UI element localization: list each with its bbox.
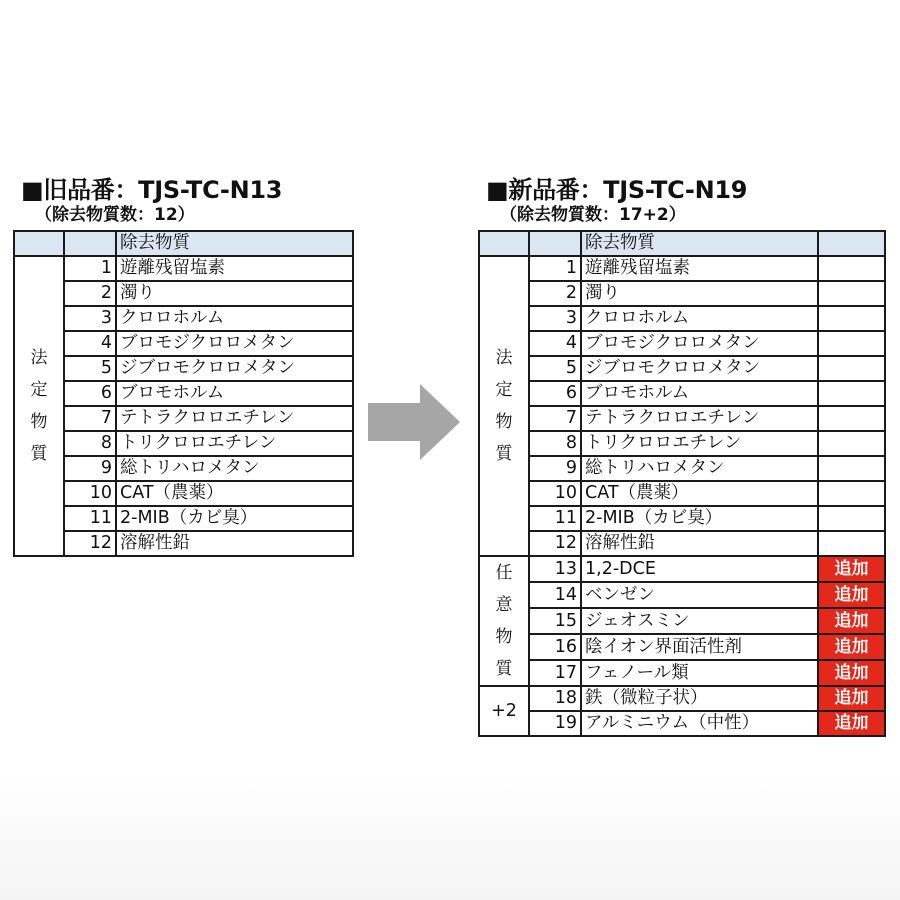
table-row (479, 660, 885, 686)
added-cell-empty (818, 356, 885, 381)
item-number: 7 (529, 406, 581, 431)
item-name: 溶解性鉛 (116, 531, 353, 556)
table-row (479, 506, 885, 531)
added-cell-empty (818, 281, 885, 306)
header-blank-cell (64, 231, 116, 256)
item-name: ブロモホルム (116, 381, 353, 406)
item-name: 総トリハロメタン (581, 456, 818, 481)
added-cell-empty (818, 381, 885, 406)
table-row (14, 256, 353, 281)
item-number: 12 (64, 531, 116, 556)
added-cell-empty (818, 331, 885, 356)
added-cell-empty (818, 431, 885, 456)
added-badge: 追加 (818, 660, 885, 686)
table-row (479, 456, 885, 481)
item-name: 鉄（微粒子状） (581, 686, 818, 711)
old-model-title: ■旧品番：TJS-TC-N13 (21, 176, 283, 204)
item-number: 5 (529, 356, 581, 381)
item-number: 9 (64, 456, 116, 481)
item-name: 2-MIB（カビ臭） (116, 506, 353, 531)
table-row (479, 481, 885, 506)
item-number: 16 (529, 634, 581, 660)
item-number: 9 (529, 456, 581, 481)
category-legal (14, 256, 64, 556)
category-legal-char: 定 (30, 380, 48, 400)
category-legal-char: 法 (495, 348, 513, 368)
category-legal-char: 法 (30, 348, 48, 368)
category-optional-char: 任 (495, 563, 513, 583)
table-row (14, 306, 353, 331)
category-optional (479, 556, 529, 686)
table-row (479, 406, 885, 431)
item-number: 6 (64, 381, 116, 406)
table-row (14, 281, 353, 306)
item-number: 19 (529, 711, 581, 736)
item-number: 3 (64, 306, 116, 331)
added-cell-empty (818, 506, 885, 531)
item-name: ブロモジクロロメタン (581, 331, 818, 356)
new-model-count: （除去物質数：17+2） (500, 205, 686, 225)
added-badge: 追加 (818, 634, 885, 660)
table-row (479, 256, 885, 281)
category-optional-char: 意 (495, 595, 513, 615)
item-name: アルミニウム（中性） (581, 711, 818, 736)
header-substance: 除去物質 (581, 231, 818, 256)
item-number: 4 (529, 331, 581, 356)
added-badge: 追加 (818, 582, 885, 608)
item-name: ベンゼン (581, 582, 818, 608)
table-row (479, 711, 885, 736)
table-header-row (14, 231, 353, 256)
table-row (479, 556, 885, 582)
category-legal-char: 質 (30, 444, 48, 464)
added-cell-empty (818, 406, 885, 431)
table-row (479, 331, 885, 356)
table-row (14, 356, 353, 381)
header-blank-cell (479, 231, 529, 256)
item-name: 濁り (116, 281, 353, 306)
item-number: 18 (529, 686, 581, 711)
added-badge: 追加 (818, 608, 885, 634)
added-cell-empty (818, 481, 885, 506)
item-number: 5 (64, 356, 116, 381)
header-substance: 除去物質 (116, 231, 353, 256)
item-name: 陰イオン界面活性剤 (581, 634, 818, 660)
table-row (14, 506, 353, 531)
table-row (14, 381, 353, 406)
item-number: 12 (529, 531, 581, 556)
item-name: ジブロモクロロメタン (581, 356, 818, 381)
item-name: 2-MIB（カビ臭） (581, 506, 818, 531)
table-row (479, 381, 885, 406)
item-number: 2 (529, 281, 581, 306)
item-number: 8 (529, 431, 581, 456)
item-name: トリクロロエチレン (581, 431, 818, 456)
item-name: クロロホルム (581, 306, 818, 331)
item-name: 1,2-DCE (581, 556, 818, 582)
old-substance-table (13, 230, 354, 557)
table-row (14, 531, 353, 556)
added-cell-empty (818, 256, 885, 281)
item-number: 4 (64, 331, 116, 356)
item-name: テトラクロロエチレン (116, 406, 353, 431)
item-name: ジェオスミン (581, 608, 818, 634)
item-name: CAT（農薬） (116, 481, 353, 506)
item-name: 遊離残留塩素 (116, 256, 353, 281)
category-legal-char: 質 (495, 444, 513, 464)
table-row (479, 356, 885, 381)
header-blank-cell (14, 231, 64, 256)
table-row (479, 686, 885, 711)
table-row (14, 431, 353, 456)
new-substance-table (478, 230, 886, 737)
item-number: 8 (64, 431, 116, 456)
item-number: 10 (64, 481, 116, 506)
item-name: テトラクロロエチレン (581, 406, 818, 431)
item-number: 1 (529, 256, 581, 281)
item-name: トリクロロエチレン (116, 431, 353, 456)
item-name: フェノール類 (581, 660, 818, 686)
item-number: 13 (529, 556, 581, 582)
header-blank-cell (818, 231, 885, 256)
category-legal-char: 物 (495, 412, 513, 432)
item-number: 1 (64, 256, 116, 281)
table-row (14, 481, 353, 506)
added-badge: 追加 (818, 711, 885, 736)
table-row (14, 406, 353, 431)
table-row (479, 281, 885, 306)
added-badge: 追加 (818, 556, 885, 582)
table-row (479, 306, 885, 331)
added-cell-empty (818, 306, 885, 331)
item-number: 7 (64, 406, 116, 431)
item-number: 10 (529, 481, 581, 506)
old-model-panel (13, 176, 354, 557)
table-row (479, 608, 885, 634)
item-name: 濁り (581, 281, 818, 306)
table-header-row (479, 231, 885, 256)
item-name: 溶解性鉛 (581, 531, 818, 556)
item-name: ブロモホルム (581, 381, 818, 406)
added-badge: 追加 (818, 686, 885, 711)
item-number: 11 (64, 506, 116, 531)
item-name: CAT（農薬） (581, 481, 818, 506)
item-number: 3 (529, 306, 581, 331)
table-row (479, 582, 885, 608)
item-name: 総トリハロメタン (116, 456, 353, 481)
category-legal-char: 物 (30, 412, 48, 432)
header-blank-cell (529, 231, 581, 256)
category-optional-char: 質 (495, 659, 513, 679)
item-number: 15 (529, 608, 581, 634)
item-number: 17 (529, 660, 581, 686)
table-row (14, 456, 353, 481)
item-number: 11 (529, 506, 581, 531)
table-row (479, 431, 885, 456)
new-model-title: ■新品番：TJS-TC-N19 (486, 176, 748, 204)
old-model-count: （除去物質数：12） (35, 205, 195, 225)
table-row (479, 531, 885, 556)
item-name: ジブロモクロロメタン (116, 356, 353, 381)
new-model-panel (478, 176, 886, 737)
item-number: 2 (64, 281, 116, 306)
item-number: 14 (529, 582, 581, 608)
category-plus: +2 (479, 686, 529, 736)
added-cell-empty (818, 456, 885, 481)
item-name: ブロモジクロロメタン (116, 331, 353, 356)
added-cell-empty (818, 531, 885, 556)
item-name: クロロホルム (116, 306, 353, 331)
item-name: 遊離残留塩素 (581, 256, 818, 281)
table-row (479, 634, 885, 660)
item-number: 6 (529, 381, 581, 406)
right-arrow-icon (368, 384, 460, 460)
category-legal-char: 定 (495, 380, 513, 400)
category-legal (479, 256, 529, 556)
category-optional-char: 物 (495, 627, 513, 647)
table-row (14, 331, 353, 356)
